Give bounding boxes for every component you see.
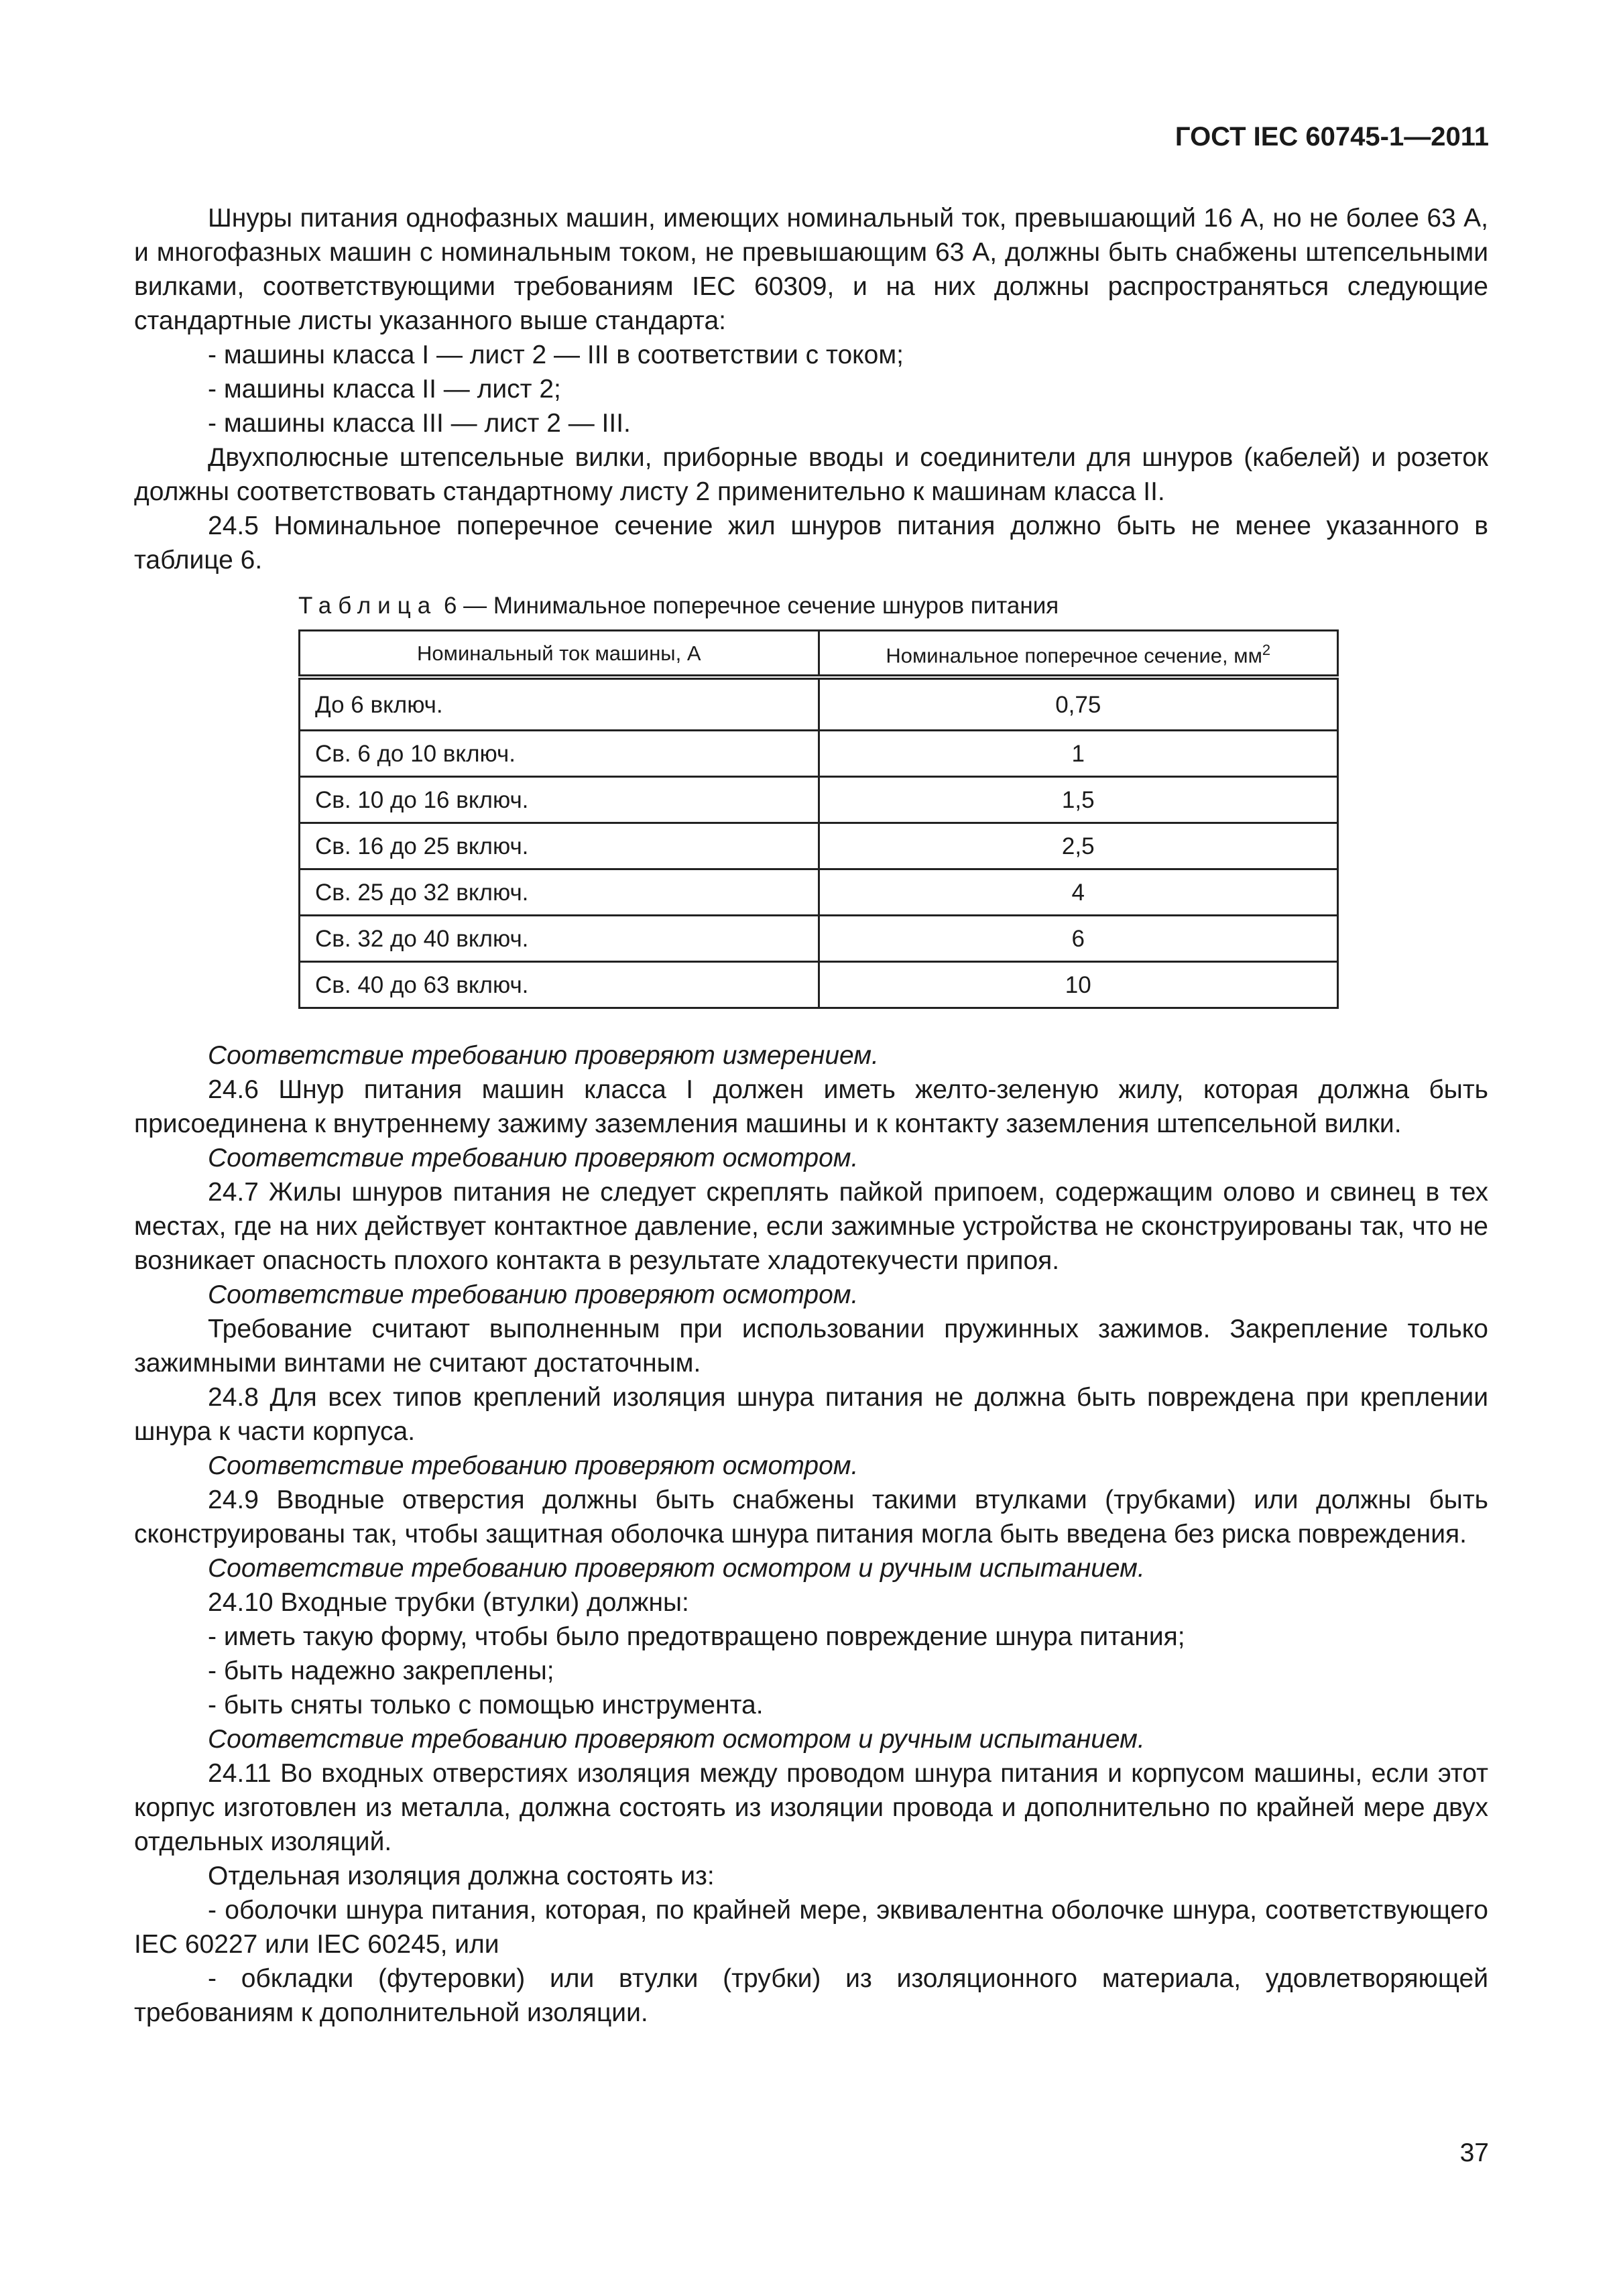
cell-current-range: Св. 32 до 40 включ. bbox=[300, 916, 819, 962]
table-row bbox=[300, 869, 1338, 916]
compliance-note: Соответствие требованию проверяют осмотром и ручным испытанием. bbox=[208, 1554, 1145, 1583]
cell-current-range: Св. 6 до 10 включ. bbox=[300, 731, 819, 777]
cell-cross-section: 1,5 bbox=[819, 777, 1338, 823]
paragraph: - оболочки шнура питания, которая, по крайней мере, эквивалентна оболочке шнура, соответствующего IEC 60227 или IEC 60245, или bbox=[134, 1896, 1488, 1959]
paragraph: - иметь такую форму, чтобы было предотвращено повреждение шнура питания; bbox=[208, 1622, 1185, 1651]
column-header-current: Номинальный ток машины, А bbox=[300, 631, 819, 678]
table-header-row bbox=[300, 631, 1338, 678]
standard-code-header: ГОСТ IEC 60745-1—2011 bbox=[1175, 122, 1489, 152]
paragraph: - быть сняты только с помощью инструмента. bbox=[208, 1691, 764, 1719]
paragraph: 24.5 Номинальное поперечное сечение жил шнуров питания должно быть не менее указанного в таблице 6. bbox=[134, 511, 1488, 575]
table-row bbox=[300, 777, 1338, 823]
table-row bbox=[300, 677, 1338, 731]
page-number: 37 bbox=[1459, 2138, 1489, 2167]
paragraph: - машины класса I — лист 2 — III в соответствии с током; bbox=[208, 341, 904, 369]
paragraph: Шнуры питания однофазных машин, имеющих номинальный ток, превышающий 16 А, но не более 63 А, и многофазных машин с номинальным током, не превышающим 63 А, должны быть снабжены штепсельными вилками, соответствующими требованиям IEC 60309, и на них должны распространяться следующие стандартные листы указанного выше стандарта: bbox=[134, 204, 1488, 335]
column-header-cross-section bbox=[819, 631, 1338, 678]
cell-cross-section: 2,5 bbox=[819, 823, 1338, 869]
paragraph: 24.11 Во входных отверстиях изоляция между проводом шнура питания и корпусом машины, если этот корпус изготовлен из металла, должна состоять из изоляции провода и дополнительно по крайней мере двух отдельных изоляций. bbox=[134, 1759, 1488, 1856]
table-row bbox=[300, 731, 1338, 777]
compliance-note: Соответствие требованию проверяют осмотром. bbox=[208, 1451, 859, 1480]
table-row bbox=[300, 962, 1338, 1008]
paragraphs-after-table bbox=[134, 1038, 1488, 2030]
table-caption bbox=[298, 591, 1488, 621]
compliance-note: Соответствие требованию проверяют осмотром. bbox=[208, 1280, 859, 1309]
cell-cross-section: 6 bbox=[819, 916, 1338, 962]
paragraph: - машины класса III — лист 2 — III. bbox=[208, 409, 631, 438]
column-header-cross-section-text: Номинальное поперечное сечение, мм bbox=[886, 644, 1262, 668]
table-row bbox=[300, 916, 1338, 962]
cell-current-range: Св. 16 до 25 включ. bbox=[300, 823, 819, 869]
compliance-note: Соответствие требованию проверяют осмотром и ручным испытанием. bbox=[208, 1725, 1145, 1754]
compliance-note: Соответствие требованию проверяют измерением. bbox=[208, 1041, 879, 1070]
table-caption-prefix: Таблица bbox=[298, 593, 438, 619]
document-body bbox=[134, 201, 1488, 2030]
paragraph: 24.6 Шнур питания машин класса I должен иметь желто-зеленую жилу, которая должна быть присоединена к внутреннему зажиму заземления машины и к контакту заземления штепсельной вилки. bbox=[134, 1075, 1488, 1138]
paragraph: Отдельная изоляция должна состоять из: bbox=[208, 1862, 715, 1890]
table-row bbox=[300, 823, 1338, 869]
table-caption-title: 6 — Минимальное поперечное сечение шнуров питания bbox=[437, 593, 1059, 619]
paragraphs-before-table bbox=[134, 201, 1488, 577]
compliance-note: Соответствие требованию проверяют осмотром. bbox=[208, 1144, 859, 1172]
paragraph: 24.7 Жилы шнуров питания не следует скреплять пайкой припоем, содержащим олово и свинец в тех местах, где на них действует контактное давление, если зажимные устройства не сконструированы так, что не возникает опасность плохого контакта в результате хладотекучести припоя. bbox=[134, 1178, 1488, 1275]
table-body bbox=[300, 677, 1338, 1008]
paragraph: 24.10 Входные трубки (втулки) должны: bbox=[208, 1588, 689, 1617]
cross-section-table bbox=[298, 629, 1339, 1009]
paragraph: Двухполюсные штепсельные вилки, приборные вводы и соединители для шнуров (кабелей) и розеток должны соответствовать стандартному листу 2 применительно к машинам класса II. bbox=[134, 443, 1488, 506]
paragraph: - обкладки (футеровки) или втулки (трубки) из изоляционного материала, удовлетворяющей требованиям к дополнительной изоляции. bbox=[134, 1964, 1488, 2027]
paragraph: - машины класса II — лист 2; bbox=[208, 375, 561, 404]
cell-current-range: Св. 25 до 32 включ. bbox=[300, 869, 819, 916]
paragraph: Требование считают выполненным при использовании пружинных зажимов. Закрепление только зажимными винтами не считают достаточным. bbox=[134, 1315, 1488, 1378]
unit-superscript: 2 bbox=[1262, 642, 1271, 659]
cell-cross-section: 4 bbox=[819, 869, 1338, 916]
cell-cross-section: 10 bbox=[819, 962, 1338, 1008]
paragraph: 24.8 Для всех типов креплений изоляция шнура питания не должна быть повреждена при креплении шнура к части корпуса. bbox=[134, 1383, 1488, 1446]
paragraph: - быть надежно закреплены; bbox=[208, 1656, 554, 1685]
cell-current-range: До 6 включ. bbox=[300, 677, 819, 731]
cell-cross-section: 1 bbox=[819, 731, 1338, 777]
cell-current-range: Св. 10 до 16 включ. bbox=[300, 777, 819, 823]
paragraph: 24.9 Вводные отверстия должны быть снабжены такими втулками (трубками) или должны быть сконструированы так, чтобы защитная оболочка шнура питания могла быть введена без риска повреждения. bbox=[134, 1486, 1488, 1549]
cell-cross-section: 0,75 bbox=[819, 677, 1338, 731]
cell-current-range: Св. 40 до 63 включ. bbox=[300, 962, 819, 1008]
